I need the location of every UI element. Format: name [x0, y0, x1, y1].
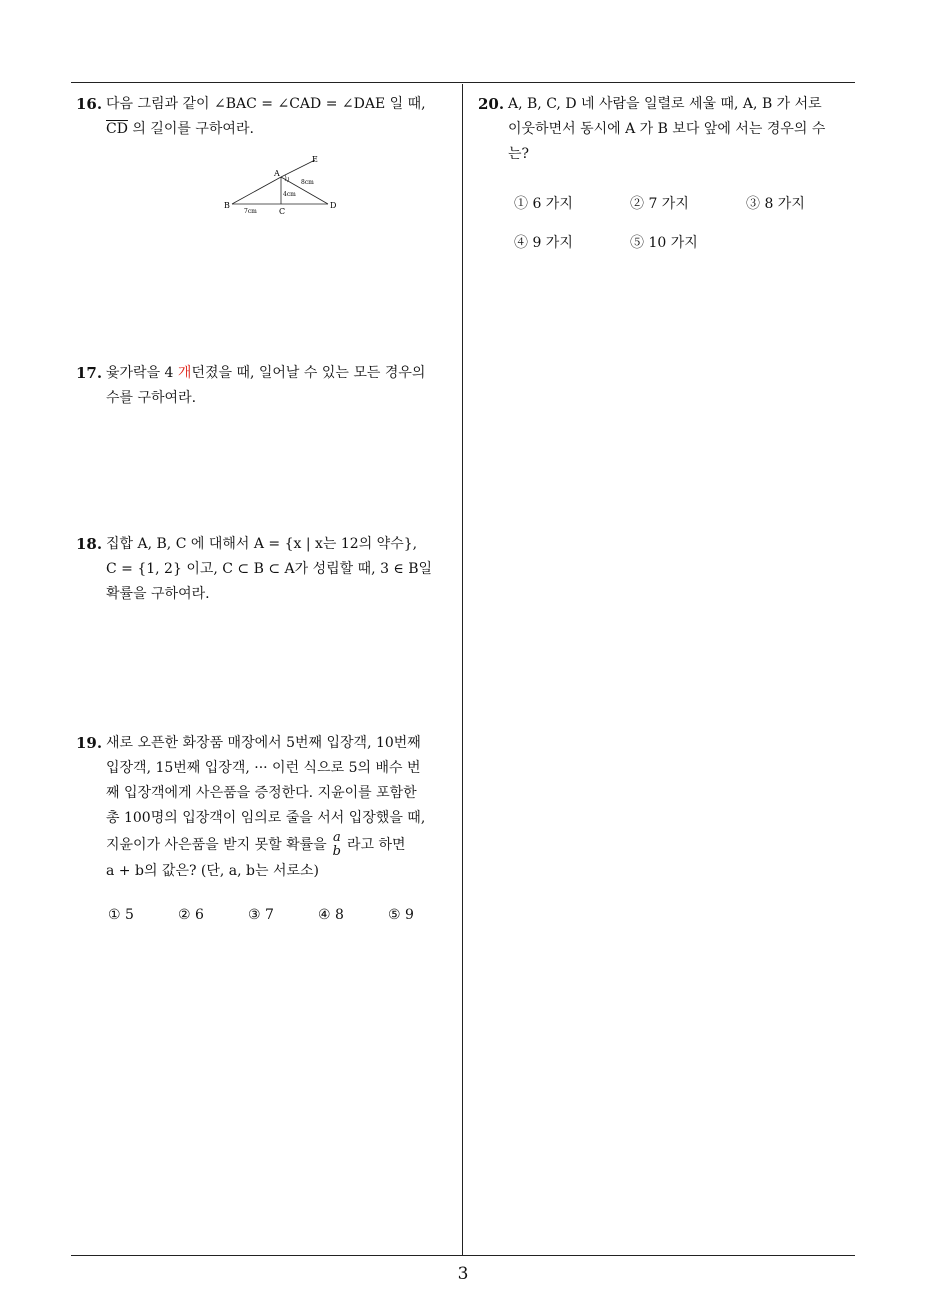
- highlighted-text: 개: [177, 365, 192, 381]
- problem-line: 입장객, 15번째 입장객, ··· 이런 식으로 5의 배수 번: [106, 760, 421, 776]
- problem-line: 확률을 구하여라.: [106, 586, 210, 602]
- problem-line: 다음 그림과 같이 ∠BAC = ∠CAD = ∠DAE 일 때,: [106, 96, 426, 112]
- fraction-a-over-b: [333, 831, 341, 859]
- choice-4[interactable]: ④ 8: [318, 907, 344, 923]
- point-c-label: C: [279, 207, 286, 216]
- problem-line: 집합 A, B, C 에 대해서 A = {x | x는 12의 약수},: [106, 536, 418, 552]
- problem-number: 20.: [478, 95, 505, 113]
- triangle-figure: [224, 154, 344, 216]
- length-ad-label: 8cm: [301, 179, 314, 186]
- text-segment: 던졌을 때, 일어날 수 있는 모든 경우의: [191, 365, 426, 381]
- problem-17: [76, 361, 456, 411]
- choice-3[interactable]: ③ 8 가지: [746, 196, 805, 212]
- problem-line: [106, 831, 456, 859]
- answer-choices: [108, 903, 448, 927]
- problem-line: 는?: [508, 146, 530, 162]
- problem-line: 이웃하면서 동시에 A 가 B 보다 앞에 서는 경우의 수: [508, 121, 826, 137]
- bottom-rule: [71, 1255, 855, 1256]
- problem-line: 째 입장객에게 사은품을 증정한다. 지윤이를 포함한: [106, 785, 417, 801]
- problem-text: [508, 92, 858, 167]
- problem-line: 총 100명의 입장객이 임의로 줄을 서서 입장했을 때,: [106, 810, 426, 826]
- segment-cd: $\overline{CD}$: [106, 121, 128, 137]
- problem-line: 수를 구하여라.: [106, 390, 197, 406]
- choice-1[interactable]: ① 5: [108, 907, 134, 923]
- text-segment: 윷가락을 4: [106, 365, 178, 381]
- problem-20: [478, 92, 858, 251]
- problem-16: [76, 92, 456, 216]
- problem-number: 19.: [76, 734, 103, 752]
- point-e-label: E: [312, 155, 318, 164]
- problem-number: 18.: [76, 535, 103, 553]
- problem-text: [106, 361, 456, 411]
- text-segment: 라고 하면: [347, 837, 406, 853]
- problem-18: [76, 532, 456, 607]
- point-b-label: B: [224, 201, 230, 210]
- top-rule: [71, 82, 855, 83]
- choice-2[interactable]: ② 6: [178, 907, 204, 923]
- problem-line-rest: 의 길이를 구하여라.: [127, 121, 254, 137]
- problem-text: [106, 92, 456, 142]
- fraction-numerator: a: [332, 830, 341, 845]
- choice-2[interactable]: ② 7 가지: [630, 196, 689, 212]
- text-segment: 지윤이가 사은품을 받지 못할 확률을: [106, 837, 327, 853]
- point-a-label: A: [274, 169, 280, 178]
- problem-19: [76, 731, 456, 923]
- problem-line: 새로 오픈한 화장품 매장에서 5번째 입장객, 10번째: [106, 735, 421, 751]
- problem-line: [106, 117, 456, 142]
- length-bc-label: 7cm: [244, 208, 257, 215]
- fraction-denominator: b: [332, 844, 341, 859]
- choice-4[interactable]: ④ 9 가지: [514, 235, 573, 251]
- problem-text: [106, 731, 456, 884]
- choice-5[interactable]: ⑤ 9: [388, 907, 414, 923]
- choice-1[interactable]: ① 6 가지: [514, 196, 573, 212]
- answer-choices: [514, 192, 858, 256]
- length-ac-label: 4cm: [283, 191, 296, 198]
- problem-number: 17.: [76, 364, 103, 382]
- problem-line: [106, 361, 456, 386]
- choice-3[interactable]: ③ 7: [248, 907, 274, 923]
- problem-text: [106, 532, 456, 607]
- point-d-label: D: [330, 201, 337, 210]
- page-number: 3: [457, 1264, 469, 1284]
- problem-number: 16.: [76, 95, 103, 113]
- column-divider: [462, 84, 463, 1256]
- problem-line: A, B, C, D 네 사람을 일렬로 세울 때, A, B 가 서로: [508, 96, 822, 112]
- problem-line: a + b의 값은? (단, a, b는 서로소): [106, 863, 320, 879]
- problem-line: C = {1, 2} 이고, C ⊂ B ⊂ A가 성립할 때, 3 ∈ B일: [106, 561, 433, 577]
- choice-5[interactable]: ⑤ 10 가지: [630, 235, 698, 251]
